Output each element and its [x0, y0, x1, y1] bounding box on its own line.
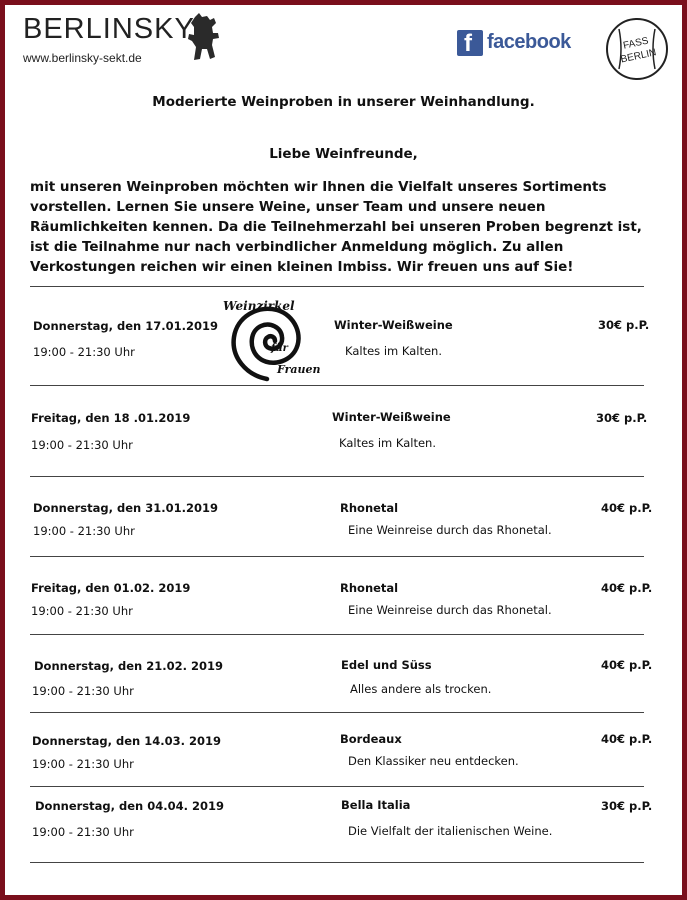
event-price: 30€ p.P. [598, 318, 650, 332]
divider [30, 286, 644, 287]
event-time: 19:00 - 21:30 Uhr [33, 345, 135, 359]
event-date: Donnerstag, den 04.04. 2019 [35, 799, 224, 813]
event-title: Rhonetal [340, 501, 399, 515]
divider [30, 712, 644, 713]
divider [30, 862, 644, 863]
fass-line2: BERLIN [619, 47, 658, 66]
facebook-f-glyph: f [464, 30, 472, 57]
intro-paragraph: mit unseren Weinproben möchten wir Ihnen die Vielfalt unseres Sortiments vorstellen. Lernen Sie unsere Weine, unser Team und unsere neuen Räumlichkeiten kennen. Da die Teilnehmerzahl bei unseren Proben begrenzt ist, ist die Teilnahme nur nach verbindlicher Anmeldung möglich. Zu allen Verkostungen reichen wir einen kleinen Imbiss. Wir freuen uns auf Sie! [30, 179, 642, 275]
divider [30, 556, 644, 557]
event-description: Kaltes im Kalten. [339, 436, 436, 450]
badge-line2: für [271, 343, 288, 354]
divider [30, 634, 644, 635]
brand-url[interactable]: www.berlinsky-sekt.de [23, 51, 142, 65]
fass-line1: FASS [622, 35, 650, 52]
event-description: Die Vielfalt der italienischen Weine. [348, 824, 553, 838]
event-price: 30€ p.P. [601, 799, 653, 813]
event-time: 19:00 - 21:30 Uhr [31, 438, 133, 452]
event-title: Edel und Süss [341, 658, 432, 672]
facebook-link[interactable]: facebook [487, 31, 571, 53]
fass-berlin-logo [605, 17, 669, 81]
event-date: Freitag, den 18 .01.2019 [31, 411, 191, 425]
event-price: 40€ p.P. [601, 501, 653, 515]
event-time: 19:00 - 21:30 Uhr [32, 825, 134, 839]
event-description: Kaltes im Kalten. [345, 344, 442, 358]
page-title: Moderierte Weinproben in unserer Weinhandlung. [152, 94, 535, 110]
greeting: Liebe Weinfreunde, [269, 146, 418, 162]
event-time: 19:00 - 21:30 Uhr [32, 757, 134, 771]
event-price: 30€ p.P. [596, 411, 648, 425]
event-title: Winter-Weißweine [332, 410, 451, 424]
event-time: 19:00 - 21:30 Uhr [33, 524, 135, 538]
event-date: Donnerstag, den 31.01.2019 [33, 501, 218, 515]
divider [30, 476, 644, 477]
badge-line3: Frauen [277, 363, 321, 376]
divider [30, 786, 644, 787]
event-date: Donnerstag, den 14.03. 2019 [32, 734, 221, 748]
brand-logo-text: BERLINSKY [23, 13, 195, 45]
event-time: 19:00 - 21:30 Uhr [31, 604, 133, 618]
event-title: Bella Italia [341, 798, 411, 812]
event-description: Den Klassiker neu entdecken. [348, 754, 519, 768]
event-description: Alles andere als trocken. [350, 682, 492, 696]
berlin-bear-icon [185, 11, 221, 63]
event-description: Eine Weinreise durch das Rhonetal. [348, 603, 552, 617]
event-date: Freitag, den 01.02. 2019 [31, 581, 191, 595]
event-title: Rhonetal [340, 581, 399, 595]
event-price: 40€ p.P. [601, 658, 653, 672]
flyer-page [5, 5, 682, 895]
event-title: Bordeaux [340, 732, 402, 746]
event-title: Winter-Weißweine [334, 318, 453, 332]
event-price: 40€ p.P. [601, 581, 653, 595]
event-date: Donnerstag, den 21.02. 2019 [34, 659, 223, 673]
event-date: Donnerstag, den 17.01.2019 [33, 319, 218, 333]
event-time: 19:00 - 21:30 Uhr [32, 684, 134, 698]
event-price: 40€ p.P. [601, 732, 653, 746]
divider [30, 385, 644, 386]
weinzirkel-spiral-logo [219, 293, 325, 385]
badge-line1: Weinzirkel [223, 299, 295, 313]
event-description: Eine Weinreise durch das Rhonetal. [348, 523, 552, 537]
